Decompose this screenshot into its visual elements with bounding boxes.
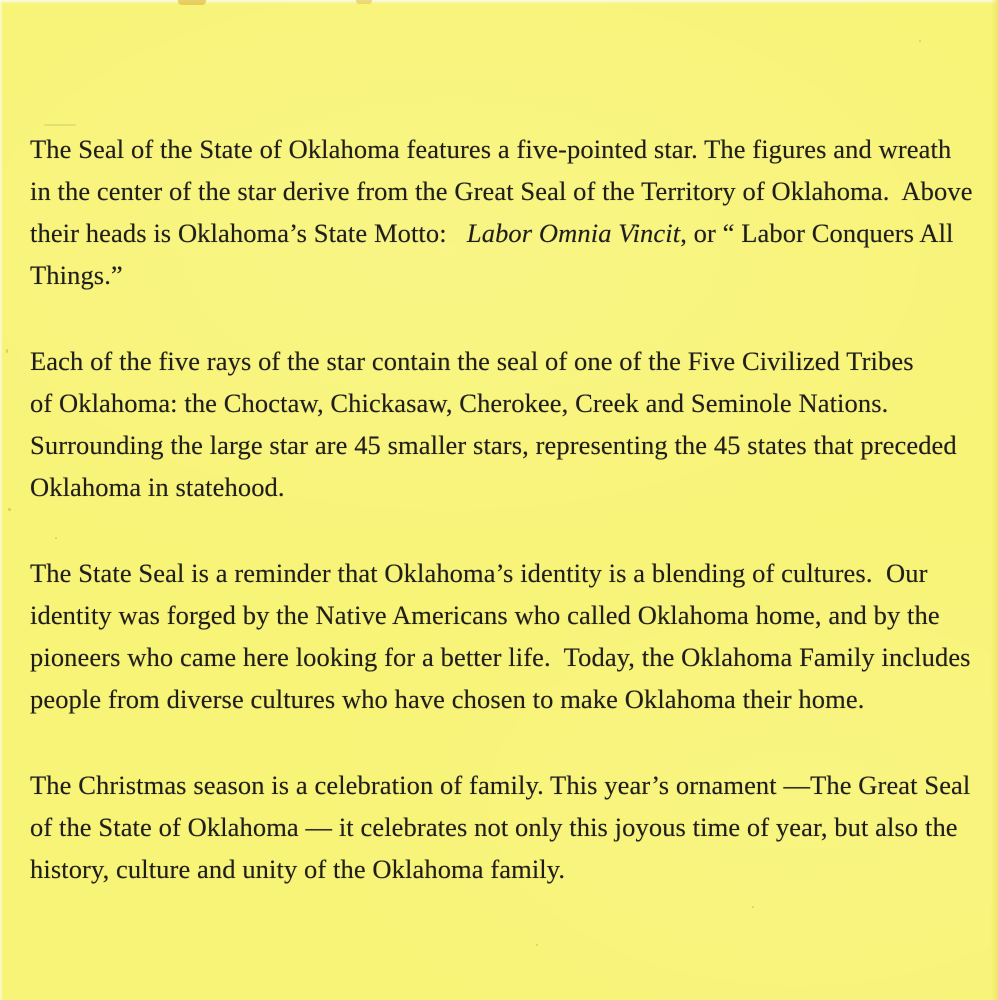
scan-speckle — [6, 349, 8, 353]
text-segment: The State Seal is a reminder that Oklahoma’s identity is a blending of cultures. Our — [30, 558, 928, 588]
text-segment: identity was forged by the Native Americans who called Oklahoma home, and by the — [30, 600, 940, 630]
text-line — [30, 636, 982, 678]
text-line — [30, 424, 982, 466]
paragraph-3 — [30, 552, 982, 720]
scan-speckle — [919, 40, 921, 42]
text-line — [30, 806, 982, 848]
text-segment: of Oklahoma: the Choctaw, Chickasaw, Cherokee, Creek and Seminole Nations. — [30, 388, 889, 418]
scan-margin-top — [0, 0, 998, 4]
scan-artifact-mark — [178, 0, 206, 5]
text-segment: people from diverse cultures who have chosen to make Oklahoma their home. — [30, 684, 865, 714]
text-segment: The Seal of the State of Oklahoma features a five-pointed star. The figures and wreath — [30, 134, 952, 164]
text-segment: The Christmas season is a celebration of family. This year’s ornament —The Great Seal — [30, 770, 971, 800]
text-block — [30, 128, 982, 934]
text-line — [30, 764, 982, 806]
paragraph-2 — [30, 340, 982, 508]
text-segment: , or “ Labor Conquers All — [680, 218, 954, 248]
text-segment: Oklahoma in statehood. — [30, 472, 285, 502]
text-line — [30, 466, 982, 508]
text-segment: their heads is Oklahoma’s State Motto: — [30, 218, 467, 248]
text-line — [30, 594, 982, 636]
text-segment: pioneers who came here looking for a better life. Today, the Oklahoma Family includes — [30, 642, 971, 672]
state-motto-italic: Labor Omnia Vincit — [466, 218, 681, 248]
paragraph-1 — [30, 128, 982, 296]
text-segment: Each of the five rays of the star contain the seal of one of the Five Civilized Tribes — [30, 346, 914, 376]
text-line — [30, 382, 982, 424]
scan-speckle — [536, 944, 538, 946]
text-line — [30, 678, 982, 720]
text-segment: Surrounding the large star are 45 smaller stars, representing the 45 states that preceded — [30, 430, 957, 460]
text-segment: Things.” — [30, 260, 123, 290]
text-line — [30, 848, 982, 890]
paragraph-4 — [30, 764, 982, 890]
scan-faint-line — [44, 124, 76, 126]
text-segment: history, culture and unity of the Oklahoma family. — [30, 854, 566, 884]
text-segment: of the State of Oklahoma — it celebrates not only this joyous time of year, but also the — [30, 812, 958, 842]
scan-edge-shadow-right — [991, 0, 998, 1000]
text-line — [30, 170, 982, 212]
text-line — [30, 128, 982, 170]
text-line — [30, 340, 982, 382]
scan-artifact-mark — [356, 0, 372, 4]
text-line — [30, 212, 982, 254]
text-segment: in the center of the star derive from the Great Seal of the Territory of Oklahoma. Above — [30, 176, 973, 206]
text-line — [30, 552, 982, 594]
text-line — [30, 254, 982, 296]
scan-speckle — [8, 508, 11, 511]
scan-margin-left — [0, 0, 3, 1000]
